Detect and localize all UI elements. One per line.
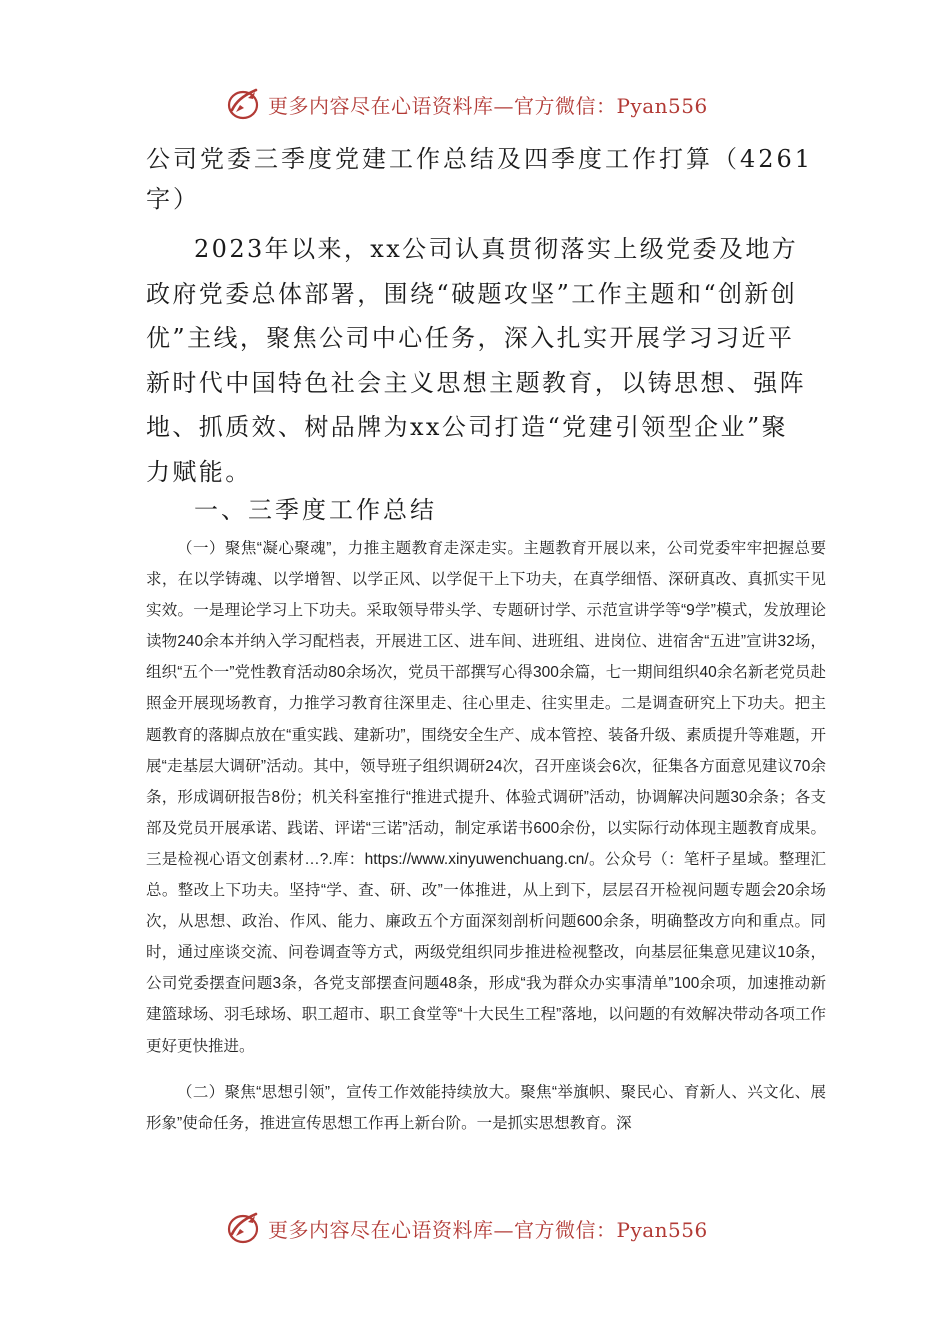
body-paragraph: （二）聚焦“思想引领”，宣传工作效能持续放大。聚焦“举旗帜、聚民心、育新人、兴文化、展形象”使命任务，推进宣传思想工作再上新台阶。一是抓实思想教育。深: [146, 1084, 826, 1133]
watermark-text: 更多内容尽在心语资料库—官方微信：Pyan556: [268, 93, 708, 118]
brush-pen-logo-icon: [226, 1210, 262, 1246]
document-title: 公司党委三季度党建工作总结及四季度工作打算（4261字）: [146, 145, 814, 213]
watermark-banner-bottom: [226, 1208, 708, 1248]
section-heading: 一、三季度工作总结: [194, 496, 437, 524]
intro-paragraph: 2023年以来，xx公司认真贯彻落实上级党委及地方政府党委总体部署，围绕“破题攻坚”工作主题和“创新创优”主线，聚焦公司中心任务，深入扎实开展学习习近平新时代中国特色社会主义思想主题教育，以铸思想、强阵地、抓质效、树品牌为xx公司打造“党建引领型企业”聚力赋能。: [146, 235, 806, 486]
body-paragraph: （一）聚焦“凝心聚魂”，力推主题教育走深走实。主题教育开展以来，公司党委牢牢把握总要求，在以学铸魂、以学增智、以学正风、以学促干上下功夫，在真学细悟、深研真改、真抓实干见实效。一是理论学习上下功夫。采取领导带头学、专题研讨学、示范宣讲学等“9学”模式，发放理论读物240余本并纳入学习配档表，开展进工区、进车间、进班组、进岗位、进宿舍“五进”宣讲32场，组织“五个一”党性教育活动80余场次，党员干部撰写心得300余篇，七一期间组织40余名新老党员赴照金开展现场教育，力推学习教育往深里走、往心里走、往实里走。二是调查研究上下功夫。把主题教育的落脚点放在“重实践、建新功”，围绕安全生产、成本管控、装备升级、素质提升等难题，开展“走基层大调研”活动。其中，领导班子组织调研24次，召开座谈会6次，征集各方面意见建议70余条，形成调研报告8份；机关科室推行“推进式提升、体验式调研”活动，协调解决问题30余条；各支部及党员开展承诺、践诺、评诺“三诺”活动，制定承诺书600余份，以实际行动体现主题教育成果。三是检视心语文创素材…?.库：https://www.xinyuwenchuang.cn/。公众号（：笔杆子星域。整理汇总。整改上下功夫。坚持“学、查、研、改”一体推进，从上到下，层层召开检视问题专题会20余场次，从思想、政治、作风、能力、廉政五个方面深刻剖析问题600余条，明确整改方向和重点。同时，通过座谈交流、问卷调查等方式，两级党组织同步推进检视整改，向基层征集意见建议10条，公司党委摆查问题3条，各党支部摆查问题48条，形成“我为群众办实事清单”100余项，加速推动新建篮球场、羽毛球场、职工超市、职工食堂等“十大民生工程”落地，以问题的有效解决带动各项工作更好更快推进。: [146, 540, 826, 1055]
brush-pen-logo-icon: [226, 86, 262, 122]
watermark-banner-top: [226, 84, 708, 124]
watermark-text: 更多内容尽在心语资料库—官方微信：Pyan556: [268, 1217, 708, 1242]
